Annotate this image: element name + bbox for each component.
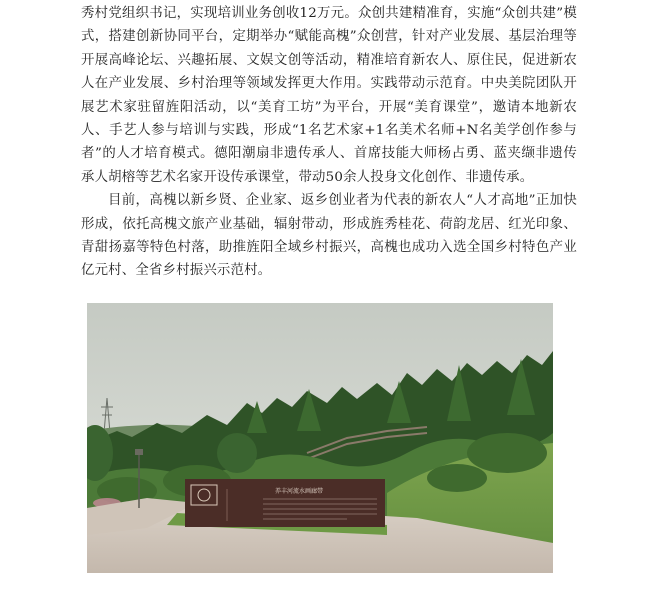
paragraph-1: 秀村党组织书记，实现培训业务创收12万元。众创共建精准育，实施“众创共建”模式，搭建创新协同平台，定期举办“赋能高槐”众创营，针对产业发展、基层治理等开展高峰论坛、兴趣拓展、文娱文创等活动，精准培育新农人、原住民，促进新农人在产业发展、乡村治理等领域发挥更大作用。实践带动示范育。中央美院团队开展艺术家驻留旌阳活动，以“美育工坊”为平台，开展“美育课堂”，邀请本地新农人、手艺人参与培训与实践，形成“1名艺术家+1名美术名师+N名美学创作参与者”的人才培育模式。德阳潮扇非遗传承人、首席技能大师杨占勇、蓝夹缬非遗传承人胡榕等艺术名家开设传承课堂，带动50余人投身文化创作、非遗传承。 [81, 6, 577, 185]
scenic-sign-board [185, 479, 385, 527]
paragraph-2: 目前，高槐以新乡贤、企业家、返乡创业者为代表的新农人“人才高地”正加快形成，依托高槐文旅产业基础，辐射带动，形成旌秀桂花、荷韵龙居、红光印象、青甜扬嘉等特色村落，助推旌阳全域乡村振兴，高槐也成功入选全国乡村特色产业亿元村、全省乡村振兴示范村。 [81, 193, 577, 279]
body-text [81, 2, 577, 283]
landscape-photo-drawing [87, 303, 553, 573]
sign-title: 养丰河流水画廊带 [275, 488, 324, 495]
landscape-photo [87, 303, 553, 573]
